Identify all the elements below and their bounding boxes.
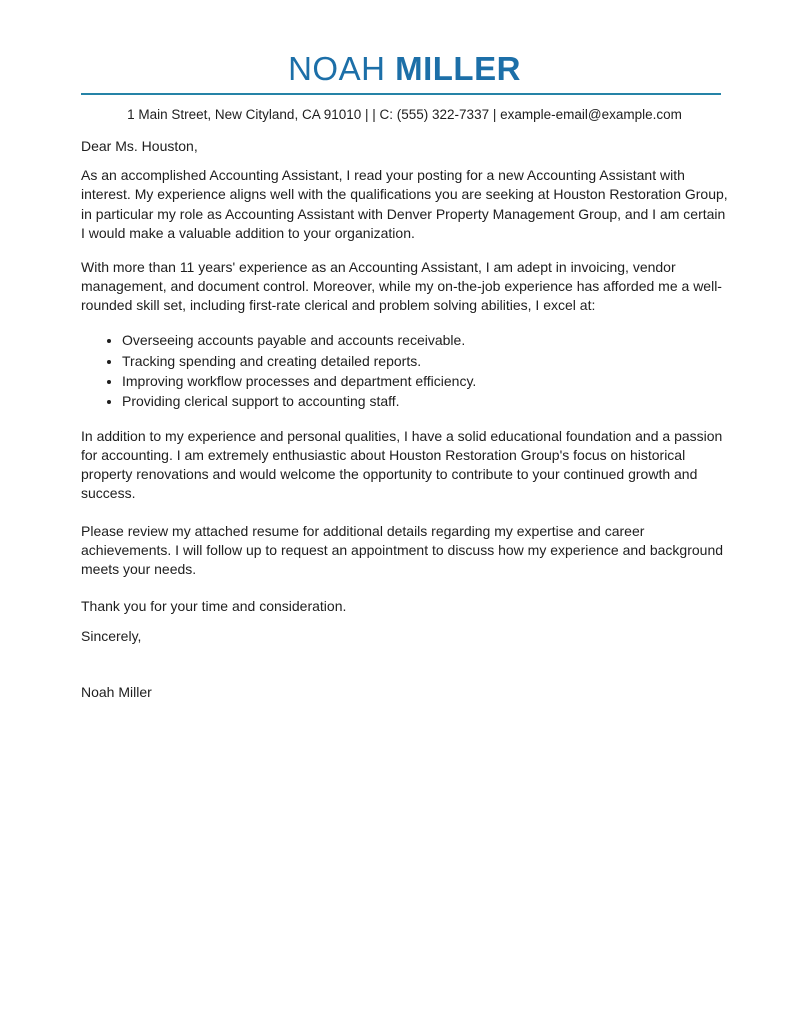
letter-header [81,52,728,124]
paragraph-experience: With more than 11 years' experience as an Accounting Assistant, I am adept in invoicing, vendor management, and document control. Moreover, while my on-the-job experience has afforded me a well-rounded skill set, including first-rate clerical and problem solving abilities, I excel at: [81,258,722,313]
letter-body [81,137,729,702]
title-first-name: NOAH [288,50,386,87]
paragraph-intro: As an accomplished Accounting Assistant, I read your posting for a new Accounting Assistant with interest. My experience aligns well with the qualifications you are seeking at Houston Restoration Group, in particular my role as Accounting Assistant with Denver Property Management Group, and I am certain I would make a valuable addition to your organization. [81,167,728,241]
page-title [81,52,728,86]
header-divider [81,93,721,95]
valediction: Sincerely, [81,628,142,645]
paragraph-followup: Please review my attached resume for additional details regarding my expertise and career achievements. I will follow up to request an appointment to discuss how my experience and background meets your needs. [81,522,724,577]
skills-list [81,331,729,412]
salutation: Dear Ms. Houston, [81,138,198,154]
title-last-name: MILLER [395,50,521,87]
thank-you-line: Thank you for your time and consideration. [81,598,347,615]
list-item: • Providing clerical support to accounting staff. [122,392,729,411]
list-item: • Overseeing accounts payable and accounts receivable. [122,331,729,350]
list-item: • Improving workflow processes and department efficiency. [122,372,729,391]
contact-line: 1 Main Street, New Cityland, CA 91010 | | C: (555) 322-7337 | example-email@example.com [127,107,682,122]
list-item: • Tracking spending and creating detailed reports. [122,352,729,371]
paragraph-education: In addition to my experience and personal qualities, I have a solid educational foundation and a passion for accounting. I am extremely enthusiastic about Houston Restoration Group's focus on historical property renovations and would welcome the opportunity to contribute to your continued growth and success. [81,427,723,502]
signature-name: Noah Miller [81,683,152,700]
